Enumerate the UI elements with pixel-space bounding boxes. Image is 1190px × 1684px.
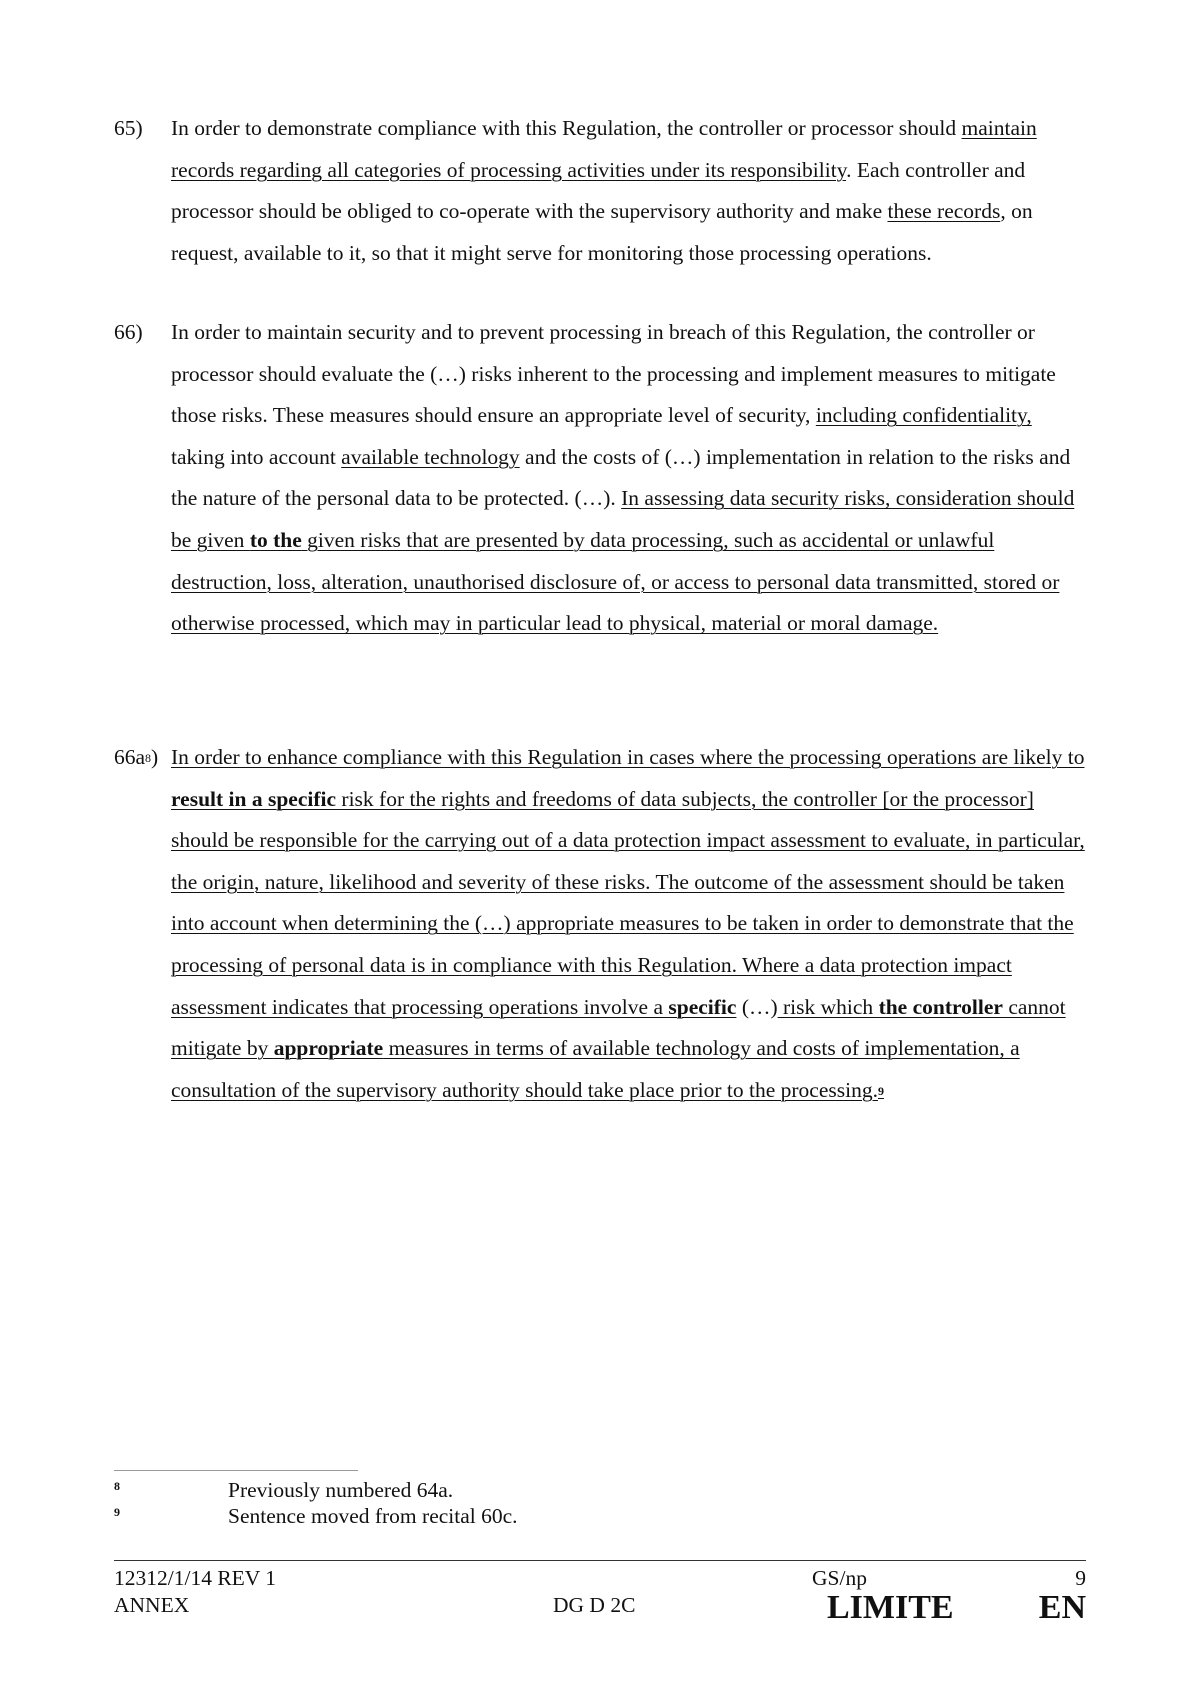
recital-text bbox=[171, 312, 1086, 645]
text-segment: In order to maintain security and to prevent processing in breach of this Regulation, the controller or processor should evaluate the (…) risks inherent to the processing and implement measures to mitigate those risks. These measures should ensure an appropriate level of security, bbox=[171, 320, 1056, 428]
footnote-text: Previously numbered 64a. bbox=[228, 1478, 454, 1502]
text-segment: available technology bbox=[341, 444, 520, 469]
text-segment: and the costs of (…) implementation in relation to the risks and the nature of the personal data to be protected. (…). bbox=[171, 444, 1071, 511]
text-segment: specific bbox=[668, 994, 737, 1019]
text-segment: risk which bbox=[777, 994, 879, 1019]
footnote-mark: 9 bbox=[114, 1505, 120, 1519]
recital-66a bbox=[114, 737, 1086, 1111]
footnote-ref: 8 bbox=[145, 751, 152, 765]
text-segment: to the bbox=[249, 527, 302, 552]
recital-66 bbox=[114, 312, 1086, 645]
footnote-ref: 9 bbox=[877, 1083, 884, 1098]
text-segment: . Each controller and processor should be obliged to co-operate with the supervisory authority and make bbox=[171, 157, 1026, 224]
text-segment: In order to demonstrate compliance with this Regulation, the controller or processor should bbox=[171, 116, 962, 140]
dg-unit: DG D 2C bbox=[553, 1593, 636, 1617]
footnote-mark: 8 bbox=[114, 1479, 120, 1493]
text-segment: cannot mitigate by bbox=[171, 994, 1066, 1061]
text-segment: maintain records regarding all categories of processing activities under its responsibility bbox=[171, 116, 1037, 182]
recital-text bbox=[171, 737, 1086, 1111]
recital-number: 66) bbox=[114, 320, 143, 344]
recital-number: 65) bbox=[114, 116, 143, 140]
footnote-8 bbox=[114, 1477, 1014, 1503]
classification-marking: LIMITE bbox=[827, 1589, 954, 1626]
text-segment: In order to enhance compliance with this Regulation in cases where the processing operations are likely to bbox=[171, 745, 1085, 769]
text-segment: given risks that are presented by data processing, such as accidental or unlawful destruction, loss, alteration, unauthorised disclosure of, or access to personal data transmitted, stored or otherwise processed, which may in particular lead to physical, material or moral damage. bbox=[171, 527, 1060, 636]
text-segment: (…) bbox=[736, 994, 778, 1019]
text-segment: measures in terms of available technology and costs of implementation, a consultation of the supervisory authority should take place prior to the processing. bbox=[171, 1036, 1020, 1102]
text-segment: In assessing data security risks, consideration should be given bbox=[171, 486, 1075, 552]
footnote-separator bbox=[114, 1470, 358, 1471]
document-reference: 12312/1/14 REV 1 bbox=[114, 1566, 277, 1590]
footer-separator bbox=[114, 1560, 1086, 1561]
footnote-text: Sentence moved from recital 60c. bbox=[228, 1504, 518, 1528]
text-segment: , on request, available to it, so that it might serve for monitoring those processing operations. bbox=[171, 199, 1033, 265]
text-segment: including confidentiality, bbox=[815, 403, 1032, 428]
text-segment: result in a specific bbox=[171, 786, 337, 811]
text-segment: risk for the rights and freedoms of data subjects, the controller [or the processor] should be responsible for the carrying out of a data protection impact assessment to evaluate, in particular, the origin, nature, likelihood and severity of these risks. The outcome of the assessment should be taken into account when determining the (…) appropriate measures to be taken in order to demonstrate that the processing of personal data is in compliance with this Regulation. Where a data protection impact assessment indicates that processing operations involve a bbox=[171, 786, 1085, 1019]
page-number: 9 bbox=[1075, 1566, 1086, 1590]
recital-65 bbox=[114, 108, 1086, 274]
text-segment: taking into account bbox=[171, 444, 342, 469]
text-segment: the controller bbox=[878, 994, 1003, 1019]
recital-text bbox=[171, 108, 1086, 274]
text-segment: these records bbox=[887, 199, 1001, 224]
initials: GS/np bbox=[812, 1566, 867, 1590]
footnote-9 bbox=[114, 1503, 1014, 1529]
annex-label: ANNEX bbox=[114, 1593, 190, 1617]
recital-number: $66a^8$) bbox=[114, 745, 159, 769]
text-segment: appropriate bbox=[273, 1036, 384, 1061]
language-code: EN bbox=[1038, 1589, 1086, 1626]
